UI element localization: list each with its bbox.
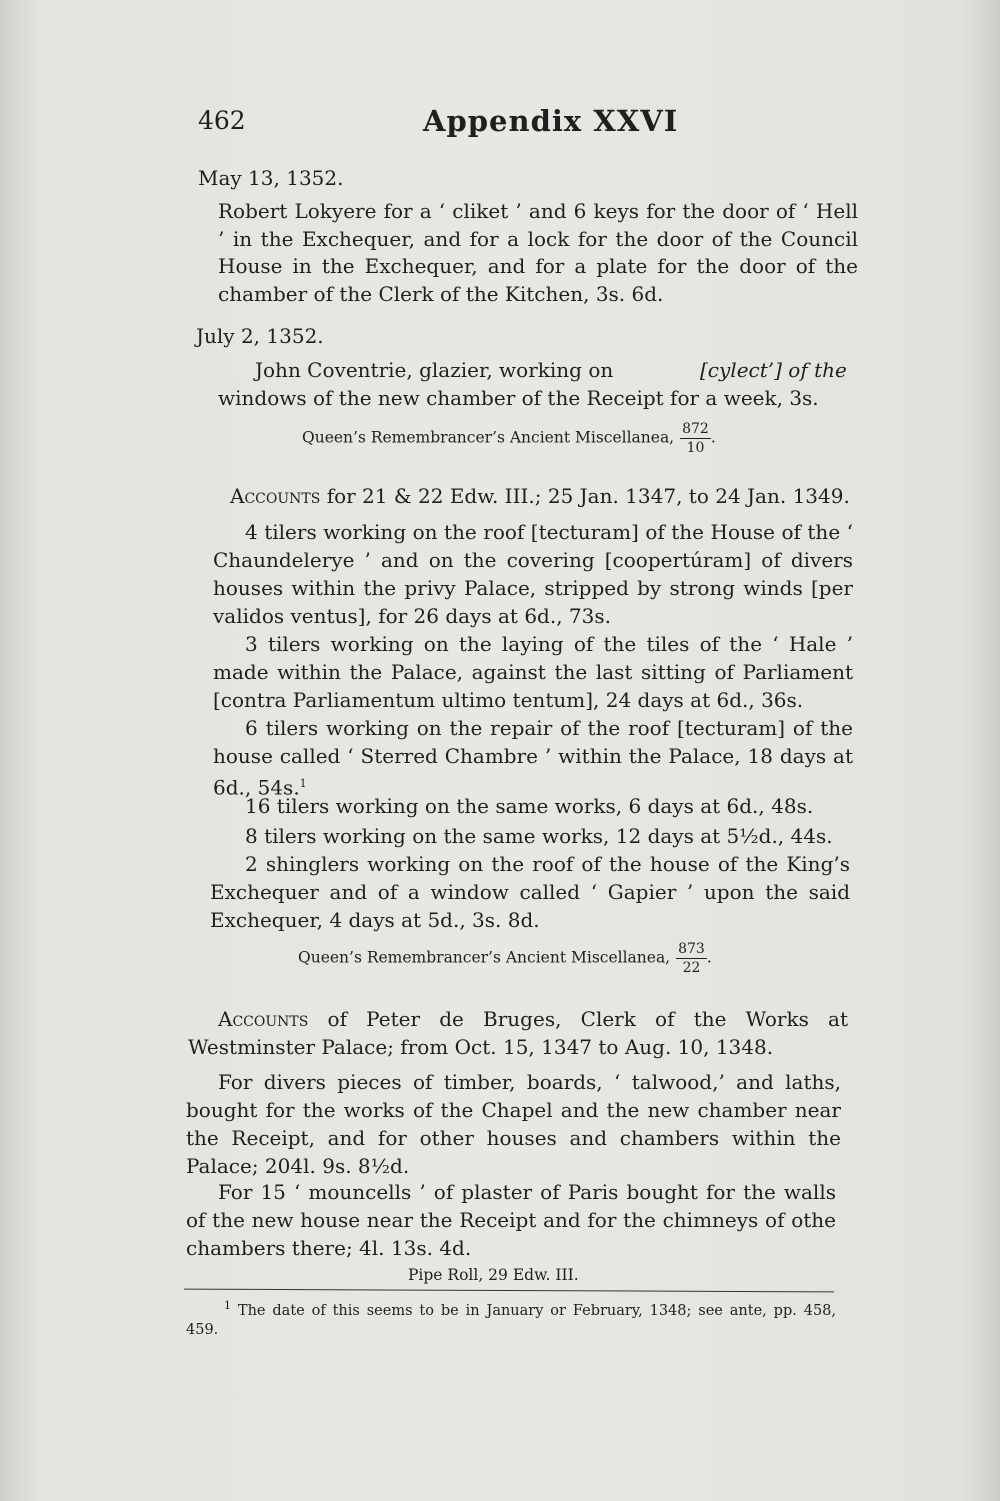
account-paragraph [213, 714, 853, 802]
paragraph-text: 6 tilers working on the repair of the roof [tecturam] of the house called ‘ Sterred Chambre ’ within the Palace, 18 days at 6d., 54s. [213, 716, 853, 800]
heading-smallcaps: Accounts [230, 484, 321, 508]
section-heading [230, 482, 850, 510]
section-heading [188, 1005, 848, 1061]
source-citation: Queen’s Remembrancer’s Ancient Miscellanea, $\frac{872}{10}$ . [302, 421, 716, 456]
account-paragraph: 2 shinglers working on the roof of the house of the King’s Exchequer and of a window called ‘ Gapier ’ upon the said Exchequer, 4 days at 5d., 3s. 8d. [210, 852, 850, 932]
fraction [680, 420, 711, 457]
source-citation: Pipe Roll, 29 Edw. III. [408, 1266, 579, 1284]
footnote [186, 1296, 836, 1340]
entry-text: windows of the new chamber of the Receipt for a week, 3s. [218, 386, 819, 410]
source-citation: Queen’s Remembrancer’s Ancient Miscellanea, $\frac{873}{22}$ . [298, 941, 712, 976]
fraction-denominator: 22 [682, 960, 701, 976]
entry-text: John Coventrie, glazier, working on [255, 358, 614, 382]
account-paragraph: 3 tilers working on the laying of the tiles of the ‘ Hale ’ made within the Palace, against the last sitting of Parliament [contra Parliamentum ultimo tentum], 24 days at 6d., 36s. [213, 632, 853, 712]
footnote-ref: 1 [299, 777, 307, 790]
entry-date: July 2, 1352. [196, 324, 324, 348]
entry-text: [cylect’] of the [700, 358, 847, 382]
fraction-denominator: 10 [686, 440, 705, 456]
account-paragraph: 8 tilers working on the same works, 12 days at 5½d., 44s. [245, 824, 833, 848]
page-number: 462 [198, 106, 246, 135]
heading-smallcaps: Accounts [218, 1007, 309, 1031]
running-title: Appendix XXVI [423, 104, 679, 138]
fraction [676, 940, 707, 977]
account-paragraph: 4 tilers working on the roof [tecturam] of the House of the ‘ Chaundelerye ’ and on the covering [coopertúram] of divers houses within the privy Palace, stripped by strong winds [per validos ventus], for 26 days at 6d., 73s. [213, 520, 853, 628]
heading-text: for 21 & 22 Edw. III.; 25 Jan. 1347, to 24 Jan. 1349. [326, 484, 850, 508]
fraction-numerator: 873 [678, 941, 705, 957]
page-header [198, 104, 858, 144]
entry-date: May 13, 1352. [198, 166, 344, 190]
footnote-text: The date of this seems to be in January or February, 1348; see ante, pp. 458, 459. [186, 1302, 837, 1338]
fraction-numerator: 872 [682, 421, 709, 437]
account-paragraph: 16 tilers working on the same works, 6 days at 6d., 48s. [245, 794, 814, 818]
entry-text: Robert Lokyere for a ‘ cliket ’ and 6 keys for the door of ‘ Hell ’ in the Exchequer, and for a lock for the door of the Council House in the Exchequer, and for a plate for the door of the chamber of the Clerk of the Kitchen, 3s. 6d. [218, 199, 858, 306]
citation-text: Queen’s Remembrancer’s Ancient Miscellanea, [298, 948, 671, 967]
heading-text: of Peter de Bruges, Clerk of the Works at Westminster Palace; from Oct. 15, 1347 to Aug. 10, 1348. [188, 1007, 848, 1059]
citation-text: Queen’s Remembrancer’s Ancient Miscellanea, [302, 428, 675, 447]
account-paragraph: For 15 ‘ mouncells ’ of plaster of Paris bought for the walls of the new house near the Receipt and for the chimneys of othe chambers there; 4l. 13s. 4d. [186, 1180, 836, 1260]
account-paragraph: For divers pieces of timber, boards, ‘ talwood,’ and laths, bought for the works of the Chapel and the new chamber near the Receipt, and for other houses and chambers within the Palace; 204l. 9s. 8½d. [186, 1070, 841, 1178]
footnote-mark: 1 [224, 1299, 231, 1312]
footnote-rule [184, 1289, 834, 1293]
